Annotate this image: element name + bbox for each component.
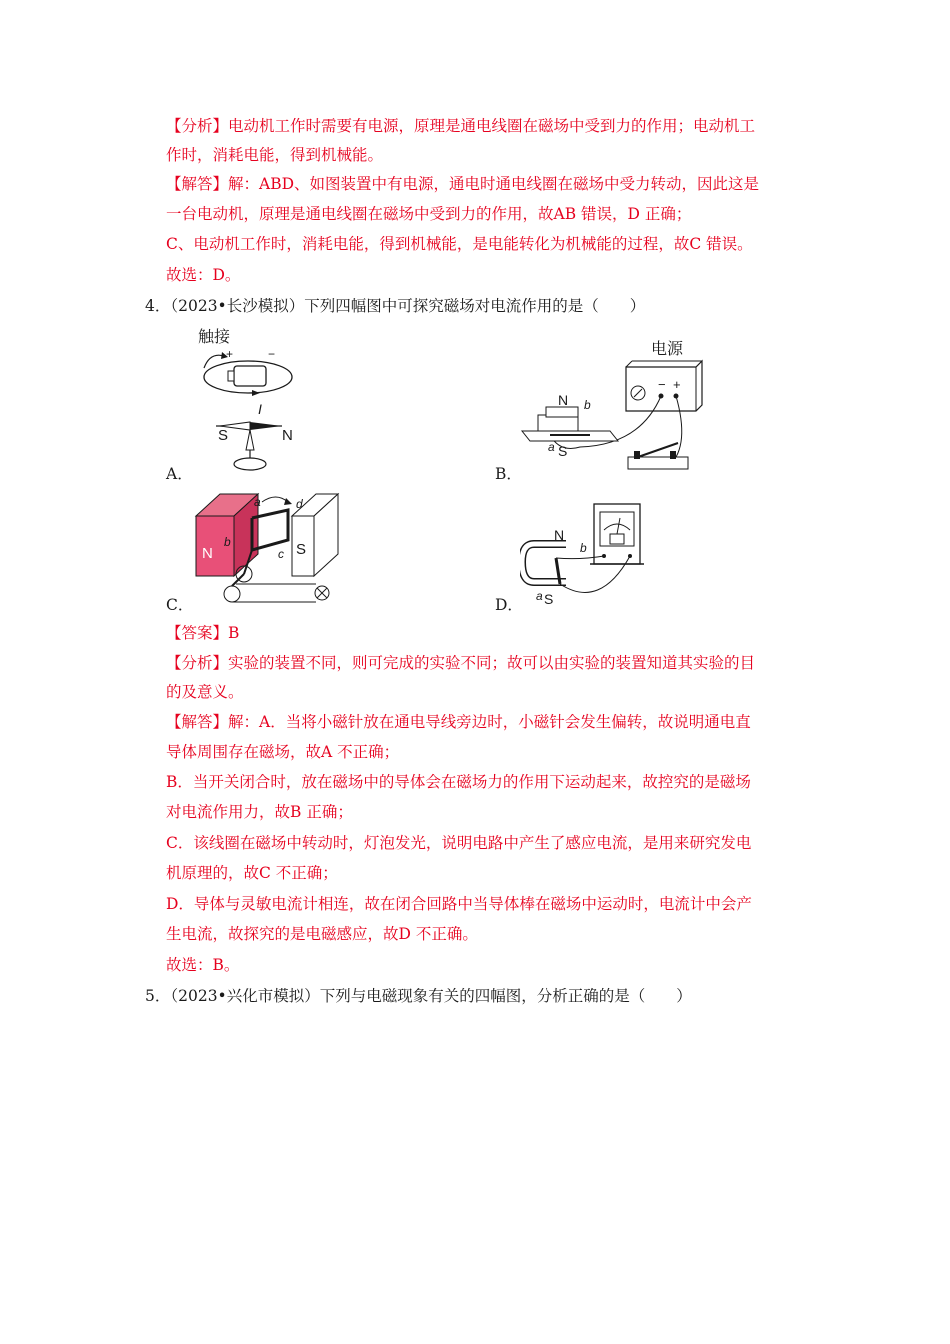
svg-text:a: a bbox=[254, 495, 261, 509]
svg-text:b: b bbox=[224, 535, 231, 549]
svg-text:+: + bbox=[673, 377, 681, 392]
q3-analysis-line-2: 作时，消耗电能，得到机械能。 bbox=[166, 146, 384, 164]
figure-c-generator bbox=[192, 488, 342, 606]
q5-stem: 5．（2023•兴化市模拟）下列与电磁现象有关的四幅图，分析正确的是（ ） bbox=[145, 987, 692, 1005]
svg-text:a: a bbox=[548, 440, 555, 454]
option-c-label: C． bbox=[166, 596, 194, 614]
q4-choice: 故选：B。 bbox=[166, 956, 240, 974]
svg-text:d: d bbox=[296, 497, 303, 511]
q3-solution-line-3: C、电动机工作时，消耗电能，得到机械能，是电能转化为机械能的过程，故C 错误。 bbox=[166, 235, 753, 253]
q4-solution-line-7: D．导体与灵敏电流计相连，故在闭合回路中当导体棒在磁场中运动时，电流计中会产 bbox=[166, 895, 752, 913]
svg-text:c: c bbox=[278, 547, 284, 561]
figure-d-induction bbox=[520, 500, 650, 608]
svg-text:+: + bbox=[226, 347, 234, 361]
q4-solution-line-3: B．当开关闭合时，放在磁场中的导体会在磁场力的作用下运动起来，故控究的是磁场 bbox=[166, 773, 751, 791]
svg-text:S: S bbox=[558, 443, 568, 459]
q4-solution-line-4: 对电流作用力，故B 正确； bbox=[166, 803, 353, 821]
svg-text:S: S bbox=[296, 541, 307, 558]
q4-solution-line-2: 导体周围存在磁场，故A 不正确； bbox=[166, 743, 400, 761]
svg-text:−: − bbox=[658, 377, 666, 392]
figure-b-motor-rails bbox=[520, 335, 710, 480]
q4-solution-line-8: 生电流，故探究的是电磁感应，故D 不正确。 bbox=[166, 925, 478, 943]
option-a-label: A． bbox=[166, 465, 193, 483]
svg-text:S: S bbox=[544, 591, 554, 607]
q3-analysis-line-1: 【分析】电动机工作时需要有电源，原理是通电线圈在磁场中受到力的作用；电动机工 bbox=[166, 117, 756, 135]
q3-solution-line-2: 一台电动机，原理是通电线圈在磁场中受到力的作用，故AB 错误，D 正确； bbox=[166, 205, 692, 223]
q4-solution-line-6: 机原理的，故C 不正确； bbox=[166, 864, 338, 882]
figure-a-oersted bbox=[190, 322, 320, 477]
option-d-label: D． bbox=[495, 596, 523, 614]
q4-solution-line-1: 【解答】解：A．当将小磁针放在通电导线旁边时，小磁针会发生偏转，故说明通电直 bbox=[166, 713, 751, 731]
svg-text:b: b bbox=[584, 398, 591, 412]
q4-stem: 4．（2023•长沙模拟）下列四幅图中可探究磁场对电流作用的是（ ） bbox=[145, 297, 646, 315]
svg-text:N: N bbox=[282, 427, 293, 444]
svg-text:N: N bbox=[554, 527, 565, 543]
q4-analysis-line-2: 的及意义。 bbox=[166, 683, 244, 701]
svg-text:I: I bbox=[258, 401, 262, 417]
q4-analysis-line-1: 【分析】实验的装置不同，则可完成的实验不同；故可以由实验的装置知道其实验的目 bbox=[166, 654, 756, 672]
q3-solution-line-1: 【解答】解：ABD、如图装置中有电源，通电时通电线圈在磁场中受力转动，因此这是 bbox=[166, 175, 760, 193]
q4-solution-line-5: C．该线圈在磁场中转动时，灯泡发光，说明电路中产生了感应电流，是用来研究发电 bbox=[166, 834, 752, 852]
q3-choice: 故选：D。 bbox=[166, 266, 241, 284]
fig-b-power-label: 电源 bbox=[651, 341, 684, 358]
fig-a-contact-label: 触接 bbox=[198, 329, 231, 346]
svg-text:N: N bbox=[202, 545, 213, 562]
option-b-label: B． bbox=[495, 465, 522, 483]
svg-text:b: b bbox=[580, 541, 587, 555]
svg-text:a: a bbox=[536, 589, 543, 603]
svg-text:N: N bbox=[558, 392, 569, 408]
q4-answer: 【答案】B bbox=[166, 624, 240, 642]
svg-text:−: − bbox=[268, 347, 276, 361]
svg-text:S: S bbox=[218, 427, 229, 444]
